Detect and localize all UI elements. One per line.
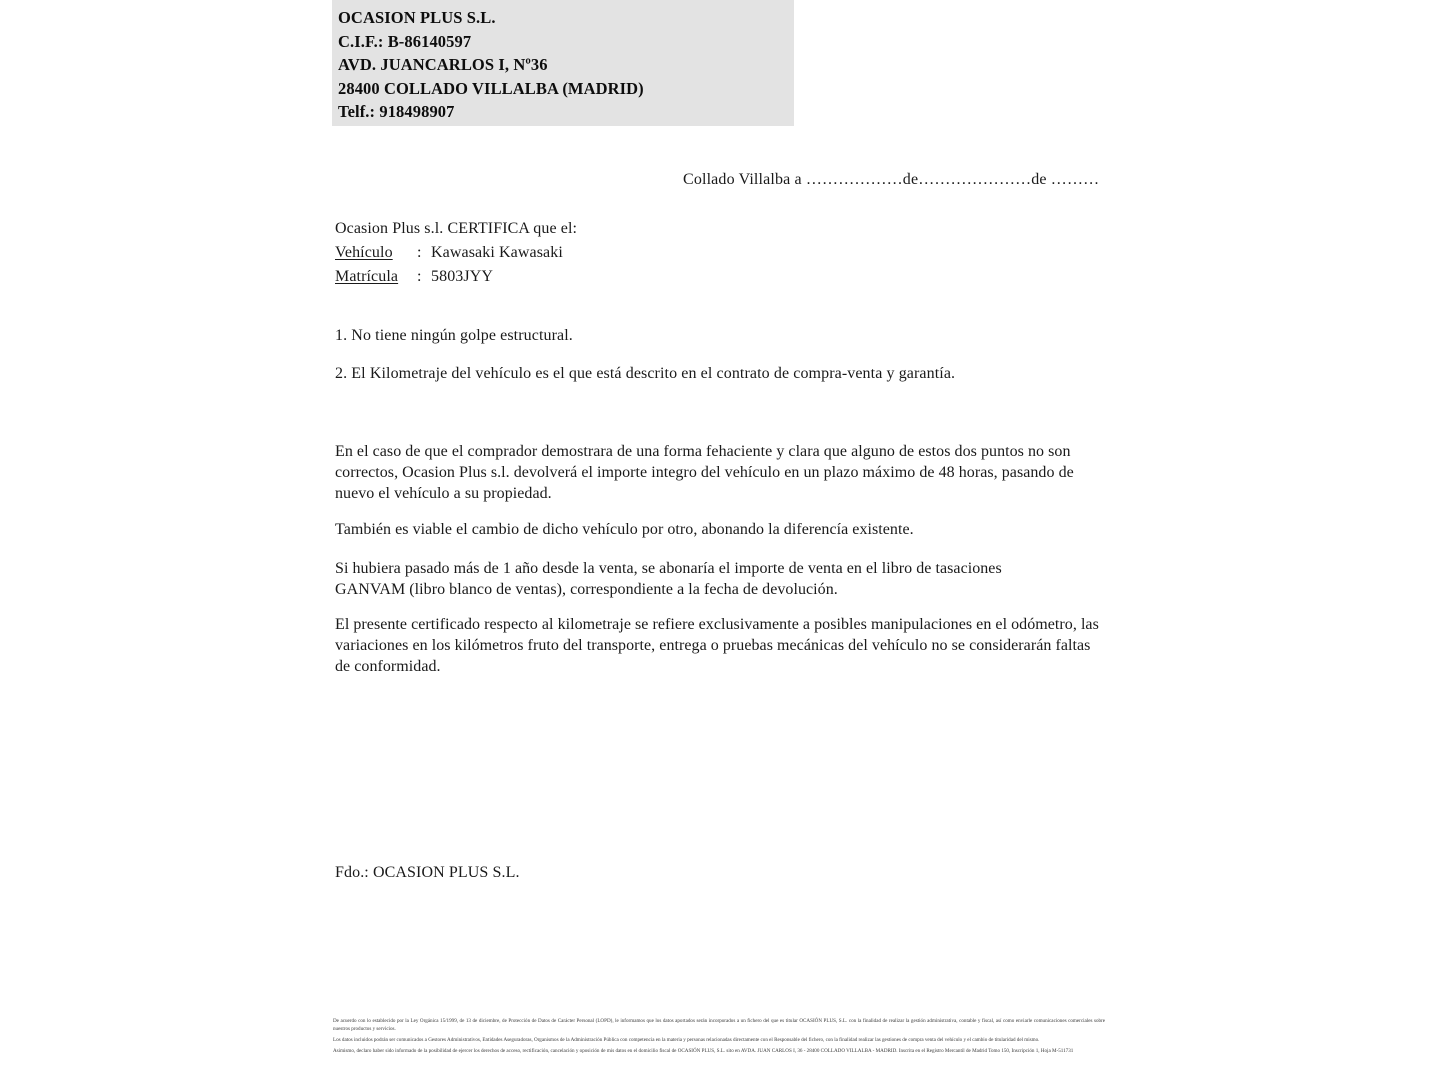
legal-footnote	[333, 1018, 1105, 1059]
legal-line-3: Asimismo, declaro haber sido informado de la posibilidad de ejercer los derechos de acceso, rectificación, cancelación y oposición de mis datos en el domicilio fiscal de OCASIÓN PLUS, S.L. sito en AVDA. JUAN CARLOS I, 36 - 28400 COLLADO VILLALBA - MADRID. Inscrita en el Registro Mercantil de Madrid Tomo 150, Inscripción 1, Hoja M-511731	[333, 1047, 1074, 1054]
paragraph-exchange-option: También es viable el cambio de dicho vehículo por otro, abonando la diferencía existente.	[335, 521, 914, 538]
vehicle-row	[335, 241, 577, 265]
company-name: OCASION PLUS S.L.	[338, 8, 496, 27]
certification-point-1: 1. No tiene ningún golpe estructural.	[335, 327, 573, 344]
plate-row	[335, 265, 577, 289]
vehicle-separator: :	[417, 244, 422, 261]
legal-line-1: De acuerdo con lo establecido por la Ley Orgánica 15/1999, de 13 de diciembre, de Protección de Datos de Carácter Personal (LOPD), le informamos que los datos aportados serán incorporados a un fichero del que es titular OCASIÓN PLUS, S.L. con la finalidad de realizar la gestión administrativa, contable y fiscal, así como enviarle comunicaciones comerciales sobre nuestros productos y servicios.	[333, 1018, 1105, 1032]
vehicle-value: Kawasaki Kawasaki	[431, 244, 563, 261]
certifies-intro: Ocasion Plus s.l. CERTIFICA que el:	[335, 220, 578, 237]
plate-value: 5803JYY	[431, 268, 494, 285]
signature-line: Fdo.: OCASION PLUS S.L.	[335, 864, 520, 881]
company-cif: C.I.F.: B-86140597	[338, 31, 472, 51]
date-line: Collado Villalba a ………………de…………………de ………	[683, 171, 1100, 188]
paragraph-refund-terms: En el caso de que el comprador demostrara de una forma fehaciente y clara que alguno de estos dos puntos no son correctos, Ocasion Plus s.l. devolverá el importe integro del vehículo en un plazo máximo de 48 horas, pasando de nuevo el vehículo a su propiedad.	[335, 443, 1074, 502]
paragraph-odometer-scope: El presente certificado respecto al kilometraje se refiere exclusivamente a posibles manipulaciones en el odómetro, las variaciones en los kilómetros fruto del transporte, entrega o pruebas mecánicas del vehículo no se considerarán faltas de conformidad.	[335, 616, 1099, 675]
company-city: 28400 COLLADO VILLALBA (MADRID)	[338, 78, 644, 98]
certification-block	[335, 217, 577, 289]
company-phone: Telf.: 918498907	[338, 102, 455, 121]
certification-point-2: 2. El Kilometraje del vehículo es el que está descrito en el contrato de compra-venta y garantía.	[335, 365, 956, 382]
plate-separator: :	[417, 268, 422, 285]
vehicle-label: Vehículo	[335, 244, 393, 261]
paragraph-ganvam-valuation: Si hubiera pasado más de 1 año desde la venta, se abonaría el importe de venta en el libro de tasaciones GANVAM (libro blanco de ventas), correspondiente a la fecha de devolución.	[335, 560, 1002, 598]
company-address: AVD. JUANCARLOS I, Nº36	[338, 55, 548, 74]
legal-line-2: Los datos incluidos podrán ser comunicados a Gestores Administrativos, Entidades Aseguradoras, Organismos de la Administración Pública con competencia en la materia y personas relacionadas directamente con el Responsable del fichero, con la finalidad realizar las gestiones de compra venta del vehículo y el cambio de titularidad del mismo.	[333, 1036, 1040, 1043]
plate-label: Matrícula	[335, 268, 399, 285]
letterhead-block	[332, 0, 794, 126]
